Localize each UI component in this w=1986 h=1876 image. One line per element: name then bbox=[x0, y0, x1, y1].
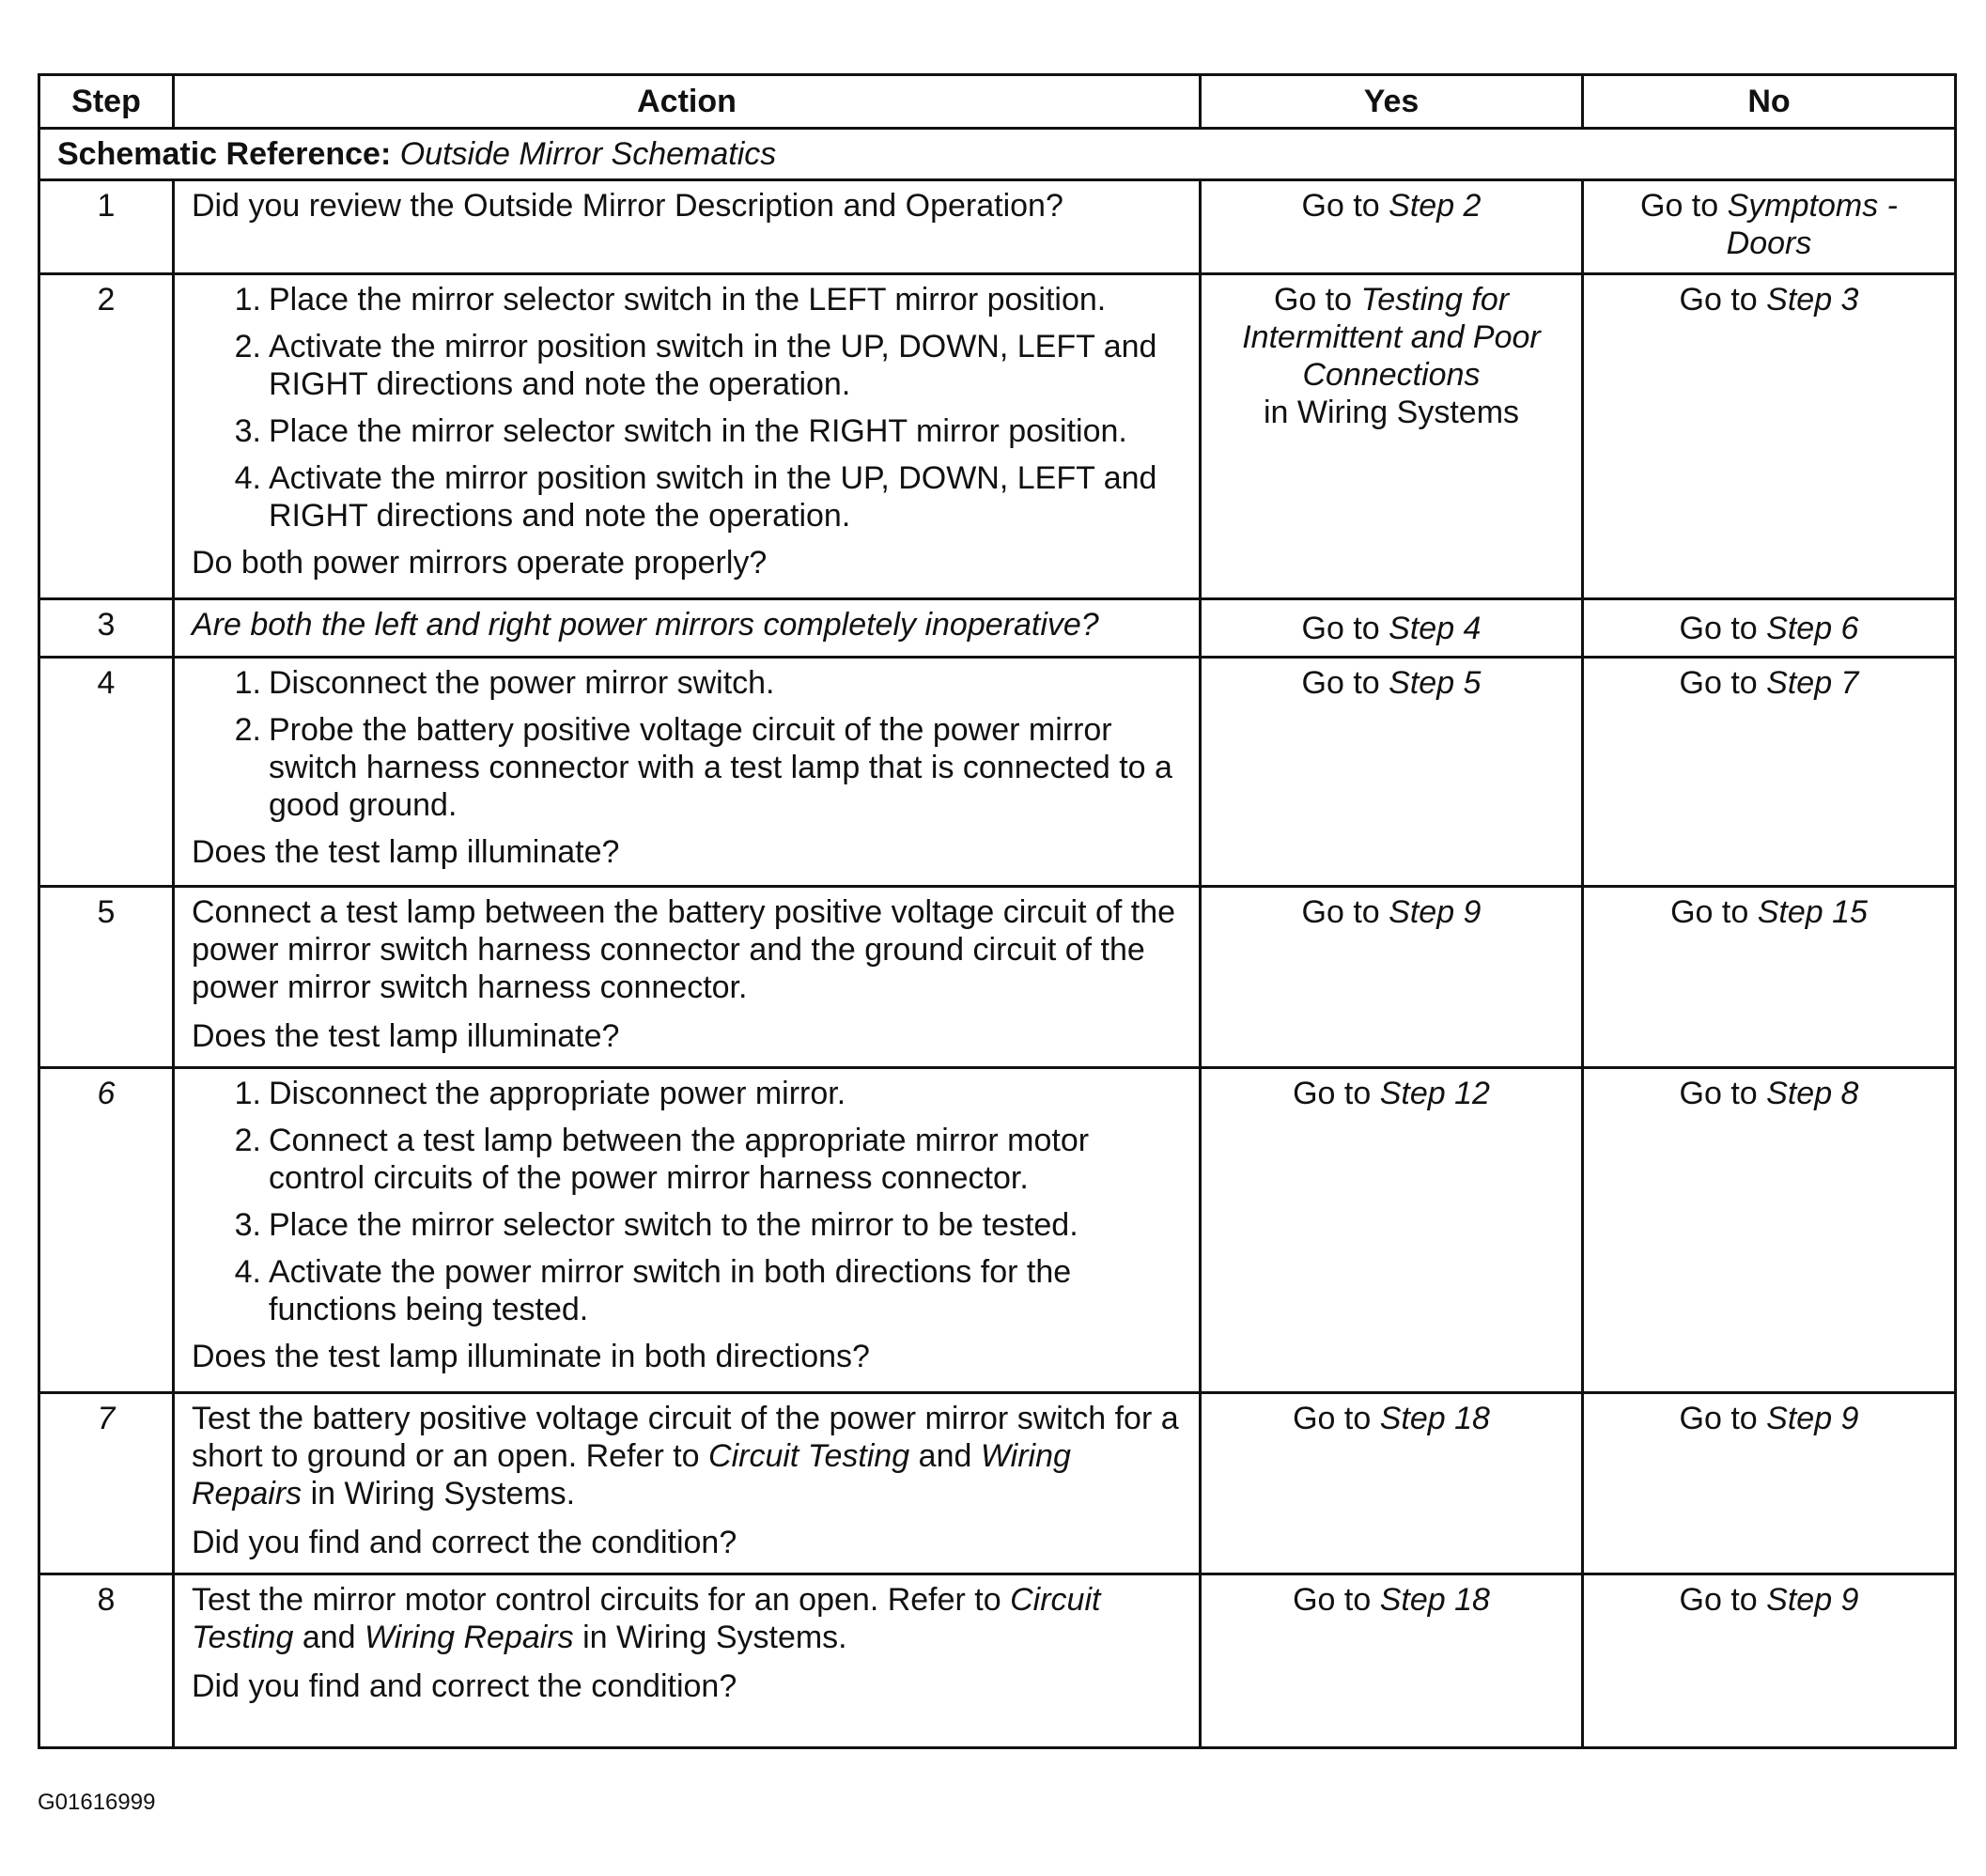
yes-link[interactable]: Step 18 bbox=[1379, 1401, 1490, 1436]
no-link[interactable]: Step 3 bbox=[1766, 282, 1859, 318]
go-to-text: Go to bbox=[1301, 610, 1380, 646]
table-row bbox=[39, 887, 1956, 1068]
list-item: 3. Place the mirror selector switch to the mirror to be tested. bbox=[234, 1207, 1078, 1243]
yes-link[interactable]: Step 5 bbox=[1389, 665, 1482, 701]
no-link[interactable]: Step 8 bbox=[1766, 1076, 1859, 1111]
yes-cell bbox=[1201, 1393, 1583, 1574]
yes-link[interactable]: Connections bbox=[1302, 357, 1481, 393]
wiring-repairs-link[interactable]: Wiring Repairs bbox=[365, 1620, 574, 1655]
table-row bbox=[39, 180, 1956, 274]
step-number: 2 bbox=[39, 274, 174, 599]
step-number: 3 bbox=[39, 599, 174, 658]
action-question: Does the test lamp illuminate? bbox=[192, 1018, 620, 1054]
action-steps-list bbox=[192, 664, 1182, 824]
yes-cell bbox=[1201, 1068, 1583, 1393]
yes-link[interactable]: Step 18 bbox=[1379, 1582, 1490, 1618]
no-cell bbox=[1583, 1393, 1956, 1574]
header-step: Step bbox=[39, 75, 174, 129]
yes-cell bbox=[1201, 1574, 1583, 1748]
header-no: No bbox=[1583, 75, 1956, 129]
step-number: 7 bbox=[39, 1393, 174, 1574]
step-number: 6 bbox=[39, 1068, 174, 1393]
action-cell bbox=[174, 658, 1201, 887]
list-item: 3. Place the mirror selector switch in the RIGHT mirror position. bbox=[234, 413, 1127, 449]
step-number: 1 bbox=[39, 180, 174, 274]
list-item: 4. Activate the mirror position switch in the UP, DOWN, LEFT and RIGHT directions and note the operation. bbox=[234, 460, 1157, 534]
yes-cell bbox=[1201, 180, 1583, 274]
go-to-text: Go to bbox=[1679, 610, 1758, 646]
header-yes: Yes bbox=[1201, 75, 1583, 129]
go-to-text: Go to bbox=[1293, 1582, 1372, 1618]
no-link[interactable]: Symptoms - bbox=[1727, 188, 1898, 224]
table-row bbox=[39, 599, 1956, 658]
step-number: 8 bbox=[39, 1574, 174, 1748]
table-row bbox=[39, 274, 1956, 599]
action-question: Do both power mirrors operate properly? bbox=[192, 545, 768, 581]
schematic-reference-link[interactable]: Outside Mirror Schematics bbox=[399, 136, 777, 172]
action-text: Test the battery positive voltage circuit of the power mirror switch for a short to ground or an open. Refer to Circuit Testing and Wiring Repairs in Wiring Systems. bbox=[192, 1401, 1179, 1512]
go-to-text: Go to bbox=[1640, 188, 1719, 224]
no-link[interactable]: Step 6 bbox=[1766, 610, 1859, 646]
go-to-text: Go to bbox=[1679, 1076, 1758, 1111]
list-item: 2. Probe the battery positive voltage circuit of the power mirror switch harness connector with a test lamp that is connected to a good ground. bbox=[234, 712, 1172, 823]
table-row bbox=[39, 1393, 1956, 1574]
list-item: 1. Place the mirror selector switch in the LEFT mirror position. bbox=[234, 282, 1107, 318]
go-to-text: Go to bbox=[1293, 1401, 1372, 1436]
go-to-text: Go to bbox=[1670, 894, 1749, 930]
no-link[interactable]: Step 9 bbox=[1766, 1582, 1859, 1618]
in-wiring-systems-text: in Wiring Systems bbox=[1263, 395, 1520, 430]
list-item: 1. Disconnect the power mirror switch. bbox=[234, 665, 775, 701]
list-item: 2. Activate the mirror position switch in the UP, DOWN, LEFT and RIGHT directions and note the operation. bbox=[234, 329, 1157, 402]
go-to-text: Go to bbox=[1301, 188, 1380, 224]
no-cell bbox=[1583, 658, 1956, 887]
go-to-text: Go to bbox=[1679, 1582, 1758, 1618]
diagnostic-table bbox=[38, 73, 1957, 1749]
action-steps-list bbox=[192, 1075, 1182, 1328]
no-cell bbox=[1583, 274, 1956, 599]
table-row bbox=[39, 658, 1956, 887]
yes-link[interactable]: Step 4 bbox=[1389, 610, 1482, 646]
figure-code: G01616999 bbox=[38, 1790, 156, 1815]
yes-cell bbox=[1201, 599, 1583, 658]
schematic-reference-row bbox=[39, 129, 1956, 180]
no-link[interactable]: Step 9 bbox=[1766, 1401, 1859, 1436]
table-row bbox=[39, 1574, 1956, 1748]
action-question: Does the test lamp illuminate? bbox=[192, 834, 620, 870]
wiring-repairs-link[interactable]: Wiring Repairs bbox=[192, 1438, 1071, 1512]
yes-cell bbox=[1201, 658, 1583, 887]
yes-link[interactable]: Intermittent and Poor bbox=[1242, 319, 1541, 355]
action-text: Connect a test lamp between the battery positive voltage circuit of the power mirror switch harness connector and the ground circuit of the power mirror switch harness connector. bbox=[192, 894, 1176, 1005]
table-header-row bbox=[39, 75, 1956, 129]
schematic-reference-label: Schematic Reference: bbox=[57, 136, 392, 172]
circuit-testing-link[interactable]: Circuit Testing bbox=[192, 1582, 1101, 1655]
yes-link[interactable]: Step 12 bbox=[1379, 1076, 1490, 1111]
no-cell bbox=[1583, 1068, 1956, 1393]
list-item: 1. Disconnect the appropriate power mirror. bbox=[234, 1076, 846, 1111]
schematic-reference-cell bbox=[39, 129, 1956, 180]
list-item: 2. Connect a test lamp between the appropriate mirror motor control circuits of the power mirror harness connector. bbox=[234, 1123, 1090, 1196]
action-question: Did you find and correct the condition? bbox=[192, 1525, 737, 1560]
no-cell bbox=[1583, 1574, 1956, 1748]
action-cell bbox=[174, 1393, 1201, 1574]
go-to-text: Go to bbox=[1293, 1076, 1372, 1111]
action-cell bbox=[174, 1574, 1201, 1748]
go-to-text: Go to bbox=[1679, 665, 1758, 701]
no-cell bbox=[1583, 599, 1956, 658]
go-to-text: Go to bbox=[1679, 1401, 1758, 1436]
go-to-text: Go to bbox=[1301, 665, 1380, 701]
action-cell bbox=[174, 274, 1201, 599]
yes-cell bbox=[1201, 274, 1583, 599]
list-item: 4. Activate the power mirror switch in both directions for the functions being tested. bbox=[234, 1254, 1072, 1327]
action-text: Test the mirror motor control circuits for an open. Refer to Circuit Testing and Wiring Repairs in Wiring Systems. bbox=[192, 1582, 1101, 1655]
no-link[interactable]: Doors bbox=[1726, 225, 1812, 261]
action-question: Does the test lamp illuminate in both directions? bbox=[192, 1339, 870, 1374]
action-question: Are both the left and right power mirrors completely inoperative? bbox=[192, 607, 1099, 643]
go-to-text: Go to bbox=[1273, 282, 1353, 318]
action-question: Did you review the Outside Mirror Description and Operation? bbox=[192, 188, 1063, 224]
step-number: 4 bbox=[39, 658, 174, 887]
circuit-testing-link[interactable]: Circuit Testing bbox=[708, 1438, 910, 1474]
yes-link[interactable]: Testing for bbox=[1360, 282, 1510, 318]
yes-link[interactable]: Step 9 bbox=[1389, 894, 1482, 930]
no-cell bbox=[1583, 180, 1956, 274]
header-action: Action bbox=[174, 75, 1201, 129]
yes-link[interactable]: Step 2 bbox=[1389, 188, 1482, 224]
action-cell bbox=[174, 1068, 1201, 1393]
no-cell bbox=[1583, 887, 1956, 1068]
action-cell bbox=[174, 180, 1201, 274]
go-to-text: Go to bbox=[1301, 894, 1380, 930]
no-link[interactable]: Step 7 bbox=[1766, 665, 1859, 701]
action-question: Did you find and correct the condition? bbox=[192, 1668, 737, 1704]
yes-cell bbox=[1201, 887, 1583, 1068]
action-cell bbox=[174, 887, 1201, 1068]
go-to-text: Go to bbox=[1679, 282, 1758, 318]
step-number: 5 bbox=[39, 887, 174, 1068]
no-link[interactable]: Step 15 bbox=[1757, 894, 1868, 930]
table-row bbox=[39, 1068, 1956, 1393]
action-steps-list bbox=[192, 281, 1182, 535]
action-cell bbox=[174, 599, 1201, 658]
